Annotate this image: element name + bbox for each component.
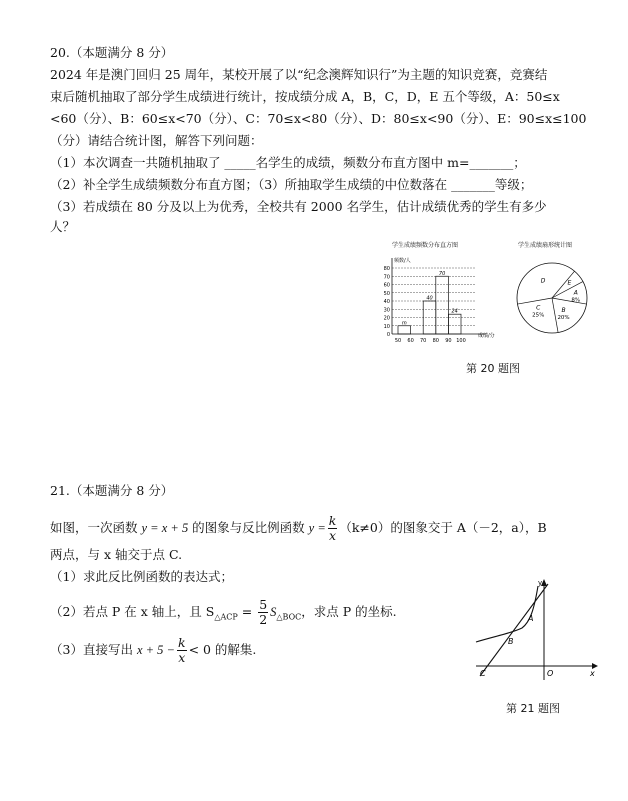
q20-text-line2: 束后随机抽取了部分学生成绩进行统计，按成绩分成 A，B，C，D，E 五个等级，A：50≤x bbox=[50, 89, 560, 104]
linear-function-line bbox=[480, 584, 548, 676]
histogram-bar bbox=[436, 276, 449, 334]
origin-label: O bbox=[547, 669, 554, 678]
q20-item3-line1: （3）若成绩在 80 分及以上为优秀，全校共有 2000 名学生，估计成绩优秀的学生有多少 bbox=[50, 199, 547, 214]
histogram-x-tick-label: 80 bbox=[432, 338, 439, 344]
histogram-y-tick-label: 20 bbox=[383, 315, 390, 322]
histogram-bar-label: 24 bbox=[451, 308, 458, 315]
pie-slice-label: E bbox=[567, 279, 572, 287]
point-b-label: B bbox=[508, 637, 514, 646]
q20-figure-caption: 第 20 题图 bbox=[466, 362, 520, 375]
q21-item3 bbox=[50, 636, 256, 665]
q20-item2: （2）补全学生成绩频数分布直方图；（3）所抽取学生成绩的中位数落在 _______等级； bbox=[50, 177, 533, 192]
fraction-denominator: x bbox=[178, 650, 186, 665]
q21-item2-pre: （2）若点 P 在 x 轴上，且 S bbox=[50, 604, 215, 619]
q20-text-line3: <60（分）、B：60≤x<70（分）、C：70≤x<80（分）、D：80≤x<90（分）、E：90≤x≤100 bbox=[50, 111, 587, 126]
k-over-x-fraction bbox=[328, 514, 338, 543]
k-over-x-fraction bbox=[177, 636, 187, 665]
q21-item3-post: < 0 的解集. bbox=[188, 642, 257, 657]
histogram-bar-label: 40 bbox=[426, 295, 433, 302]
area-subscript-boc: △BOC bbox=[276, 612, 302, 622]
histogram-x-tick-label: 100 bbox=[456, 338, 466, 344]
five-halves-fraction bbox=[258, 598, 268, 627]
x-axis-label: x bbox=[590, 669, 595, 678]
pie-chart-title: 学生成绩扇形统计图 bbox=[518, 242, 573, 249]
histogram-y-tick-label: 10 bbox=[383, 323, 390, 330]
pie-slice-percent: 8% bbox=[571, 297, 581, 304]
q20-heading: 20.（本题满分 8 分） bbox=[50, 45, 174, 60]
inverse-function-lhs: y = bbox=[308, 521, 326, 535]
histogram-x-tick-label: 90 bbox=[445, 338, 452, 344]
histogram-x-axis-label: 成绩/分 bbox=[478, 333, 495, 339]
histogram-y-tick-label: 40 bbox=[383, 299, 390, 305]
histogram-y-tick-label: 50 bbox=[383, 290, 390, 297]
q21-text-line1 bbox=[50, 514, 547, 543]
pie-slice-label: C bbox=[536, 304, 541, 312]
histogram-x-tick-label: 60 bbox=[407, 338, 414, 344]
histogram-chart bbox=[370, 252, 500, 347]
linear-function: y = x + 5 bbox=[141, 521, 189, 535]
histogram-bar-label: m bbox=[401, 320, 407, 327]
histogram-bar bbox=[448, 314, 461, 334]
q20-item3-line2: 人？ bbox=[50, 219, 76, 234]
pie-slice-percent: 20% bbox=[557, 314, 570, 321]
histogram-y-tick-label: 60 bbox=[383, 282, 390, 289]
q21-item2 bbox=[50, 598, 397, 627]
fraction-numerator: k bbox=[177, 635, 186, 650]
q21-item1: （1）求此反比例函数的表达式； bbox=[50, 569, 233, 584]
q21-line1-post: （k≠0）的图象交于 A（－2，a），B bbox=[339, 520, 547, 535]
fraction-denominator: 2 bbox=[259, 612, 268, 627]
histogram-bar-label: 70 bbox=[438, 270, 446, 277]
fraction-denominator: x bbox=[329, 528, 337, 543]
y-axis-label: y bbox=[538, 579, 543, 587]
function-graph bbox=[468, 576, 598, 686]
histogram-y-axis-label: 频数/人 bbox=[394, 258, 411, 264]
equals-sign: = bbox=[237, 604, 257, 619]
histogram-x-tick-label: 50 bbox=[394, 338, 402, 344]
point-a-label: A bbox=[528, 614, 534, 623]
pie-slice-percent: 25% bbox=[532, 312, 545, 319]
pie-slice-label: D bbox=[540, 277, 546, 285]
pie-slice-label: A bbox=[573, 289, 578, 297]
histogram-y-tick-label: 80 bbox=[383, 266, 390, 272]
pie-slice-boundary bbox=[552, 298, 586, 304]
inequality-expression: x + 5 − bbox=[136, 643, 175, 657]
q21-item3-pre: （3）直接写出 bbox=[50, 642, 137, 657]
fraction-numerator: 5 bbox=[259, 597, 268, 612]
q21-text-line2: 两点，与 x 轴交于点 C. bbox=[50, 547, 183, 562]
pie-slice-label: B bbox=[561, 306, 566, 314]
histogram-y-tick-label: 30 bbox=[383, 307, 390, 314]
histogram-bar bbox=[398, 326, 411, 334]
histogram-x-tick-label: 70 bbox=[420, 338, 427, 344]
q21-line1-mid: 的图象与反比例函数 bbox=[188, 520, 309, 535]
q21-heading: 21.（本题满分 8 分） bbox=[50, 483, 174, 498]
point-c-label: C bbox=[480, 669, 486, 678]
q21-item2-post: ，求点 P 的坐标. bbox=[301, 604, 397, 619]
pie-chart bbox=[512, 258, 592, 338]
histogram-y-tick-label: 70 bbox=[383, 274, 390, 281]
area-symbol: S bbox=[270, 605, 277, 619]
q20-item1: （1）本次调查一共随机抽取了 _____名学生的成绩，频数分布直方图中 m=_______； bbox=[50, 155, 526, 170]
fraction-numerator: k bbox=[328, 513, 337, 528]
area-subscript-acp: △ACP bbox=[214, 612, 238, 622]
pie-slice-boundary bbox=[518, 298, 552, 304]
histogram-origin-label: 0 bbox=[386, 332, 390, 338]
q20-text-line4: （分）请结合统计图，解答下列问题： bbox=[50, 133, 263, 148]
q20-text-line1: 2024 年是澳门回归 25 周年，某校开展了以“纪念澳辉知识行”为主题的知识竞赛，竞赛结 bbox=[50, 67, 548, 82]
q21-figure-caption: 第 21 题图 bbox=[506, 702, 560, 715]
q21-line1-pre: 如图，一次函数 bbox=[50, 520, 142, 535]
histogram-title: 学生成绩频数分布直方图 bbox=[392, 242, 459, 249]
